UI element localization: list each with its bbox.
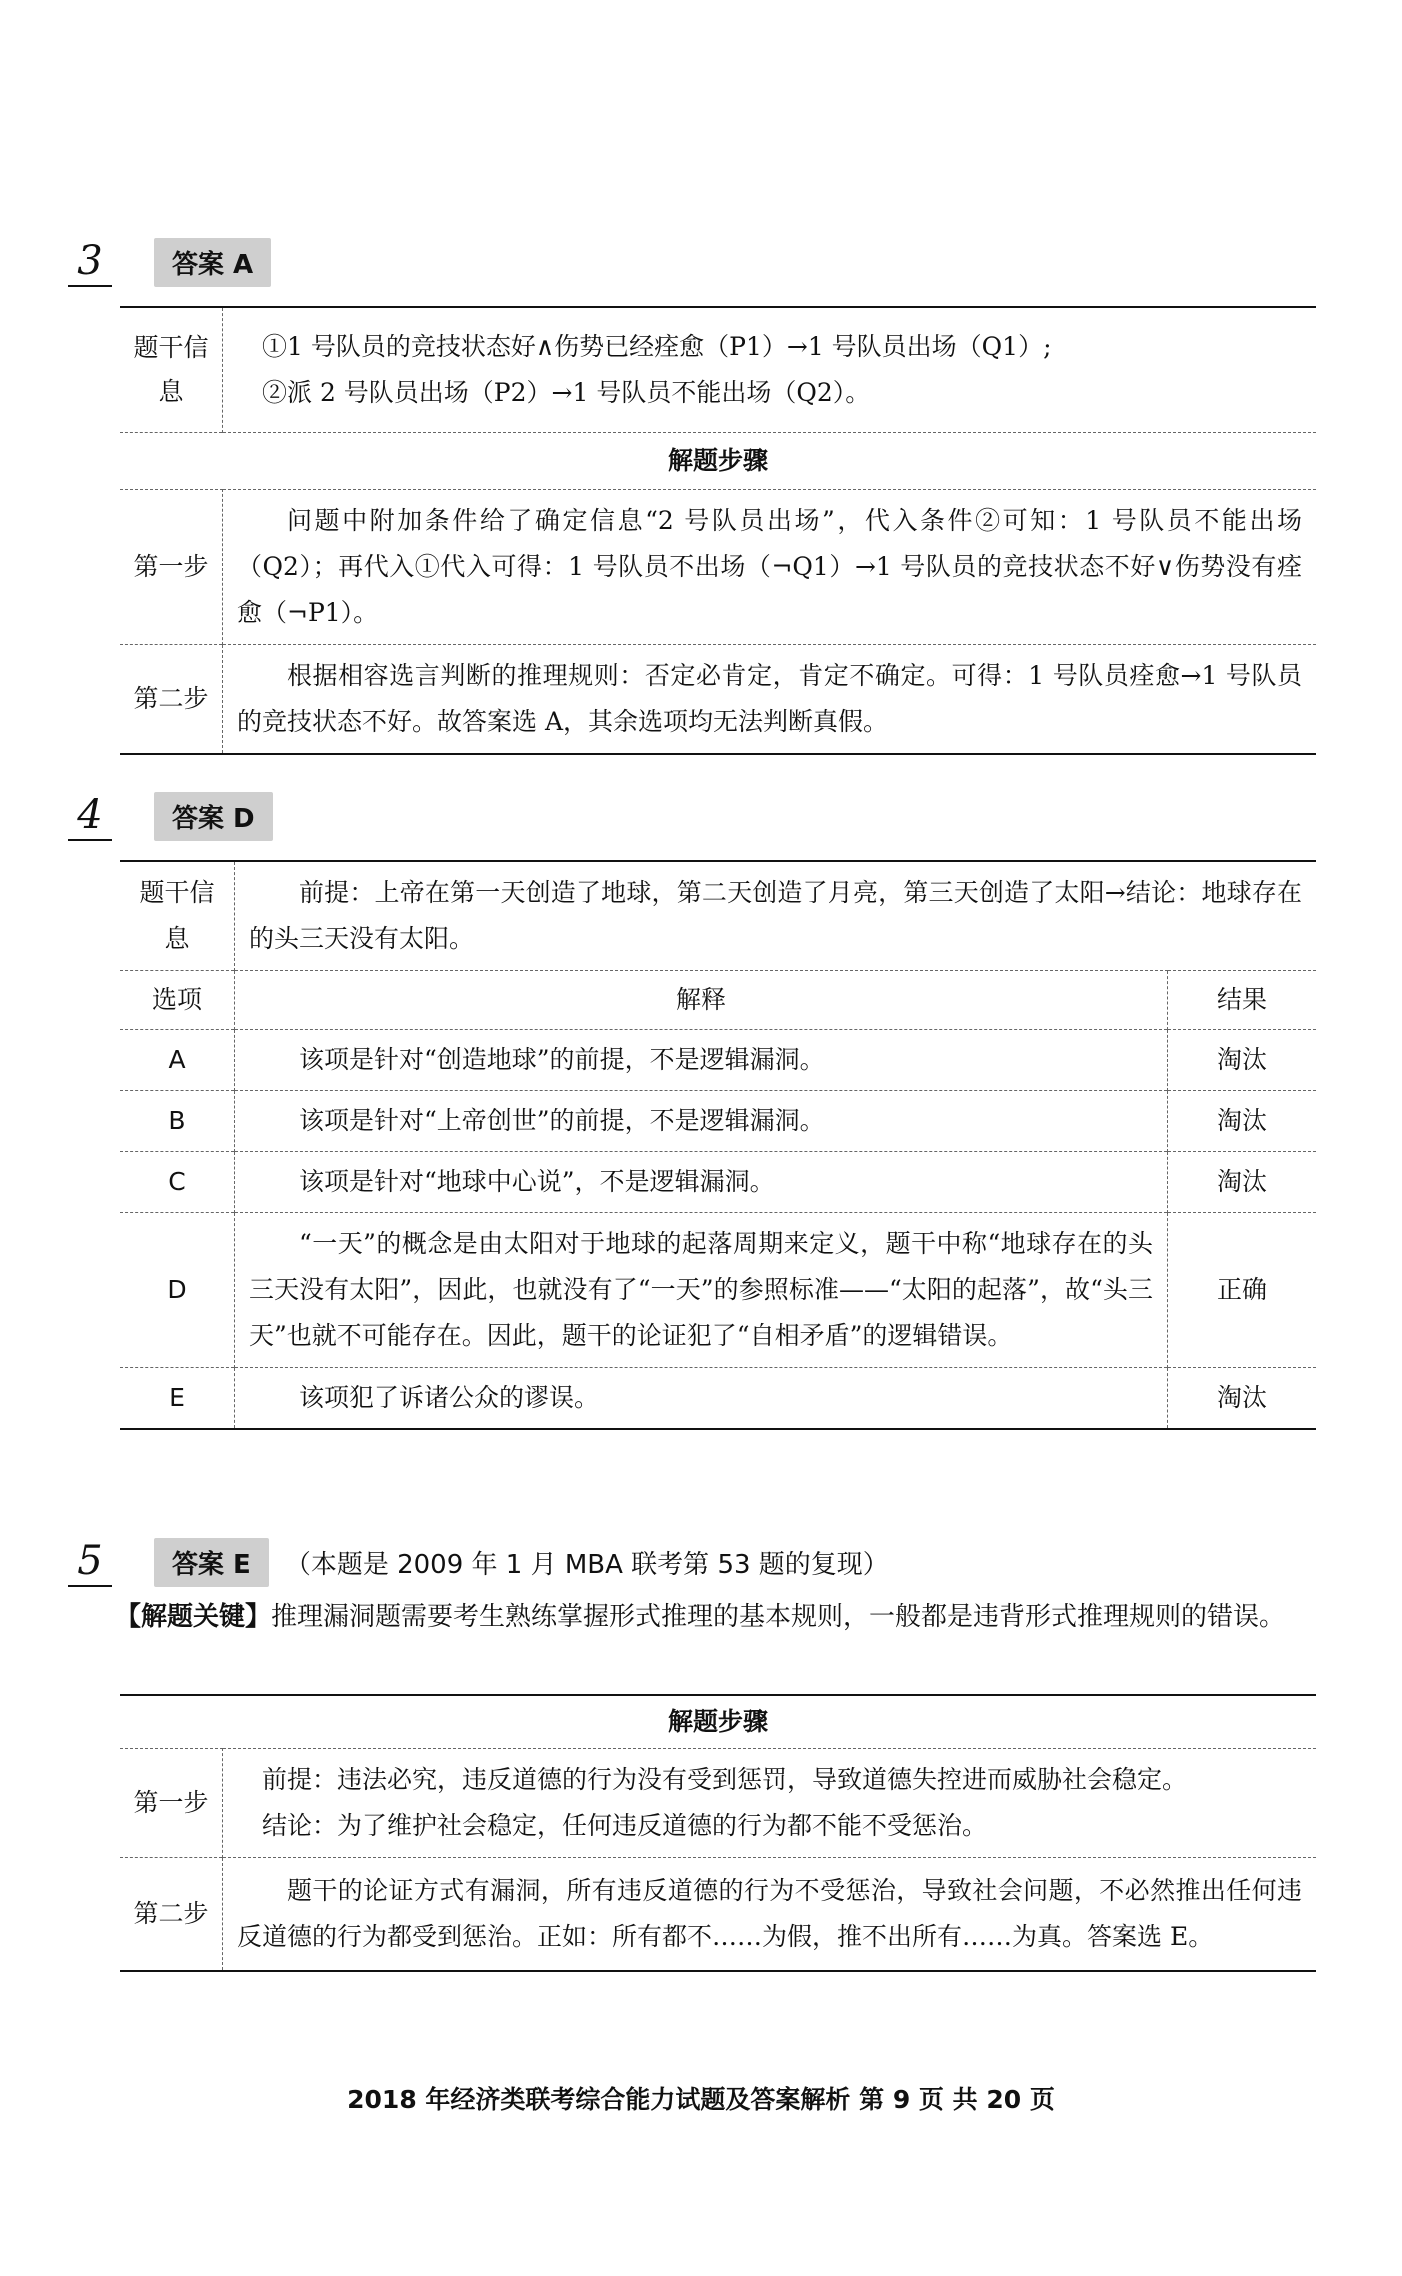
explain-cell: 该项犯了诉诸公众的谬误。 — [235, 1368, 1168, 1430]
info-label: 题干信息 — [120, 861, 235, 971]
question-note: （本题是 2009 年 1 月 MBA 联考第 53 题的复现） — [284, 1549, 889, 1580]
option-cell: B — [120, 1091, 235, 1152]
q4-header — [68, 786, 273, 846]
table-row — [120, 1213, 1316, 1368]
option-cell: D — [120, 1213, 235, 1368]
answer-badge: 答案 E — [154, 1538, 269, 1587]
col-explain: 解释 — [235, 971, 1168, 1030]
result-cell: 淘汰 — [1168, 1091, 1317, 1152]
steps-title: 解题步骤 — [120, 433, 1316, 490]
step1-conclusion: 结论：为了维护社会稳定，任何违反道德的行为都不能不受惩治。 — [262, 1811, 988, 1840]
info-text: 前提：上帝在第一天创造了地球，第二天创造了月亮，第三天创造了太阳→结论：地球存在的头三天没有太阳。 — [249, 878, 1302, 953]
steps-title: 解题步骤 — [667, 1707, 768, 1736]
q5-header — [68, 1532, 889, 1592]
step2-text: 根据相容选言判断的推理规则：否定必肯定，肯定不确定。可得：1 号队员痊愈→1 号队员的竞技状态不好。故答案选 A，其余选项均无法判断真假。 — [223, 645, 1317, 755]
explain-cell: 该项是针对“上帝创世”的前提，不是逻辑漏洞。 — [235, 1091, 1168, 1152]
explain-cell: 该项是针对“创造地球”的前提，不是逻辑漏洞。 — [235, 1030, 1168, 1091]
explain-cell: “一天”的概念是由太阳对于地球的起落周期来定义，题干中称“地球存在的头三天没有太阳”，因此，也就没有了“一天”的参照标准——“太阳的起落”，故“头三天”也就不可能存在。因此，题干的论证犯了“自相矛盾”的逻辑错误。 — [235, 1213, 1168, 1368]
step1-text: 问题中附加条件给了确定信息“2 号队员出场”，代入条件②可知：1 号队员不能出场（Q2）；再代入①代入可得：1 号队员不出场（¬Q1）→1 号队员的竞技状态不好∨伤势没有痊愈（¬P1）。 — [223, 490, 1317, 645]
step2-label: 第二步 — [120, 1858, 223, 1972]
key-label: 【解题关键】 — [115, 1602, 272, 1632]
q4-table — [120, 860, 1316, 1430]
question-number: 3 — [68, 237, 112, 287]
result-cell: 淘汰 — [1168, 1152, 1317, 1213]
question-number: 4 — [68, 791, 112, 841]
answer-badge: 答案 A — [154, 238, 271, 287]
col-result: 结果 — [1168, 971, 1317, 1030]
key-text: 推理漏洞题需要考生熟练掌握形式推理的基本规则，一般都是违背形式推理规则的错误。 — [271, 1602, 1286, 1632]
result-cell: 淘汰 — [1168, 1030, 1317, 1091]
solution-key — [115, 1594, 1320, 1640]
step2-label: 第二步 — [120, 645, 223, 755]
table-row — [120, 1091, 1316, 1152]
result-cell: 正确 — [1168, 1213, 1317, 1368]
step2-text: 题干的论证方式有漏洞，所有违反道德的行为不受惩治，导致社会问题，不必然推出任何违反道德的行为都受到惩治。正如：所有都不……为假，推不出所有……为真。答案选 E。 — [223, 1858, 1317, 1972]
question-number: 5 — [68, 1537, 112, 1587]
result-cell: 淘汰 — [1168, 1368, 1317, 1430]
step1-label: 第一步 — [120, 490, 223, 645]
explain-cell: 该项是针对“地球中心说”，不是逻辑漏洞。 — [235, 1152, 1168, 1213]
q3-header — [68, 232, 271, 292]
option-cell: C — [120, 1152, 235, 1213]
q3-info-table — [120, 306, 1316, 755]
step1-cell — [223, 1749, 1317, 1858]
info-label: 题干信息 — [120, 307, 223, 433]
info-cell — [223, 307, 1317, 433]
table-row — [120, 1030, 1316, 1091]
info-line-2: ②派 2 号队员出场（P2）→1 号队员不能出场（Q2）。 — [262, 378, 871, 407]
option-cell: E — [120, 1368, 235, 1430]
table-row — [120, 1368, 1316, 1430]
info-line-1: ①1 号队员的竞技状态好∧伤势已经痊愈（P1）→1 号队员出场（Q1）; — [262, 332, 1052, 361]
answer-badge: 答案 D — [154, 792, 273, 841]
col-option: 选项 — [120, 971, 235, 1030]
q5-steps-table — [120, 1694, 1316, 1972]
table-row — [120, 1152, 1316, 1213]
step1-premise: 前提：违法必究，违反道德的行为没有受到惩罚，导致道德失控进而威胁社会稳定。 — [262, 1765, 1188, 1794]
option-cell: A — [120, 1030, 235, 1091]
page-footer: 2018 年经济类联考综合能力试题及答案解析 第 9 页 共 20 页 — [347, 2085, 1055, 2114]
step1-label: 第一步 — [120, 1749, 223, 1858]
